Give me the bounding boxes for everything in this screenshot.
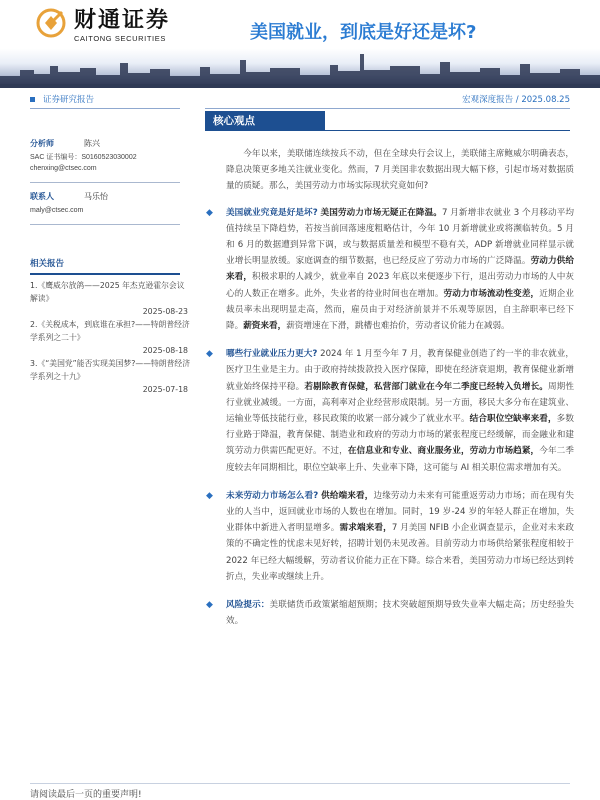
- related-report-item[interactable]: [30, 357, 192, 396]
- key-point-lead: 供给端来看，: [321, 490, 374, 501]
- analyst-label: 分析师: [30, 139, 54, 148]
- related-report-text: 3.《“美国党”能否实现美国梦?——特朗普经济学系列之十九》: [30, 359, 190, 381]
- section-title: 核心观点: [205, 111, 325, 131]
- related-report-item[interactable]: [30, 318, 192, 357]
- key-point-text: 2024 年 1 月至今年 7 月，教育保健业创造了约一半的非农就业，医疗卫生业是主力。由于政府持续拨款投入医疗保障，即使在经济衰退期，教育保健业新增就业始终保持平稳。: [226, 349, 574, 392]
- logo-english-name: CAITONG SECURITIES: [74, 34, 166, 43]
- key-point-lead: 美国劳动力市场无疑正在降温。: [320, 207, 442, 218]
- key-point-heading: 风险提示：: [226, 600, 270, 611]
- key-point-text: 积极求职的人减少，就业率自 2023 年底以来便逐步下行，退出劳动力市场的人中灰心的人数正在增多。此外，失业者的待业时间也在增加。: [226, 272, 574, 299]
- key-point-text: 今年二季度较去年同期相比，职位空缺率上升、失业率下降，这可能与 AI 相关职位需求增加有关。: [226, 446, 574, 473]
- related-report-text: 1.《鹰威尔放鸽——2025 年杰克逊霍尔会议解读》: [30, 281, 185, 303]
- core-views-body: [206, 146, 574, 641]
- right-divider: [205, 108, 570, 109]
- key-point-industries: [206, 346, 574, 476]
- key-point-emphasis: 在信息业和专业、商业服务业，劳动力市场趋紧，: [347, 446, 540, 457]
- report-meta: 宏观深度报告 / 2025.08.25: [462, 95, 570, 105]
- key-point-employment: [206, 205, 574, 335]
- logo-chinese-name: 财通证券: [74, 8, 171, 33]
- analyst-cert: SAC 证书编号：S0160523030002: [30, 154, 137, 161]
- company-logo: [36, 8, 186, 44]
- contact-name: 马乐怡: [84, 192, 108, 201]
- logo-mark-icon: [36, 8, 70, 38]
- analyst-email[interactable]: chenxing@ctsec.com: [30, 165, 97, 172]
- key-point-emphasis: 劳动力市场流动性变差，: [443, 288, 540, 299]
- key-point-text: 多数行业路于降温，教育保健、制造业和政府的劳动力市场的紧张程度已经缓解，而金融业和建筑劳动力供需匹配更好。不过，: [226, 414, 574, 457]
- intro-paragraph: 今年以来，美联储连续按兵不动，但在全球央行会议上，美联储主席鲍威尔明确表态，降息决策更多地关注就业变化。然而，7 月美国非农数据出现大幅下修，引起市场对数据质量的质疑。那么，美国劳动力市场实际现状究竟如何?: [226, 149, 574, 192]
- related-report-date: 2025-08-23: [142, 307, 188, 316]
- key-point-text: 薪资增速在下滑，跳槽也难抬价，劳动者议价能力在减弱。: [286, 321, 510, 332]
- square-bullet-icon: [30, 97, 35, 102]
- related-report-text: 2.《关税成本，到底谁在承担?——特朗普经济学系列之二十》: [30, 320, 190, 342]
- diamond-bullet-icon: ◆: [206, 490, 213, 501]
- contact-label: 联系人: [30, 192, 54, 201]
- report-type-text: 证券研究报告: [43, 95, 95, 105]
- diamond-bullet-icon: ◆: [206, 207, 213, 218]
- key-point-heading: 哪些行业就业压力更大?: [226, 349, 318, 360]
- sidebar-divider: [30, 182, 180, 183]
- related-reports-rule: [30, 273, 180, 275]
- related-report-item[interactable]: [30, 279, 192, 318]
- key-point-emphasis: 结合职位空缺率来看，: [469, 414, 557, 425]
- document-title: 美国就业，到底是好还是坏?: [250, 22, 477, 43]
- analyst-row: [30, 138, 190, 152]
- report-type-label: [30, 93, 94, 105]
- header-banner: [0, 0, 600, 88]
- header-divider-bar: [0, 84, 600, 88]
- related-report-date: 2025-08-18: [142, 346, 188, 355]
- key-point-text: 周期性行业就业减缓。一方面，高利率对企业经营形成限制。另一方面，移民大多分布在建筑业、运输业等低技能行业，移民政策的收紧一部分减少了就业水平。: [226, 381, 574, 425]
- diamond-bullet-icon: ◆: [206, 349, 213, 360]
- key-point-text: 边缘劳动力未来有可能重返劳动力市场；而在现有失业的人当中，返回就业市场的人数也在增加。同时，19 岁-24 岁的年轻人群正在增加，失业群体中新进入者明显增多。: [226, 490, 574, 534]
- subheader: [30, 93, 570, 107]
- key-point-emphasis: 需求端来看，: [339, 523, 392, 534]
- diamond-bullet-icon: ◆: [206, 600, 213, 611]
- contact-row: [30, 191, 190, 205]
- key-point-text: 近期企业裁员率未出现明显走高，然而，雇员由于对经济前景并不乐观等原因，自主辞职率已经下降。: [226, 288, 574, 332]
- related-reports-title: 相关报告: [30, 259, 65, 269]
- key-point-heading: 美国就业究竟是好是坏?: [226, 207, 318, 218]
- key-point-emphasis: 薪资来看，: [243, 321, 287, 332]
- contact-email[interactable]: maly@ctsec.com: [30, 207, 84, 214]
- key-point-outlook: [206, 488, 574, 585]
- left-divider: [30, 108, 180, 109]
- city-skyline-image: [0, 48, 600, 88]
- sidebar-divider: [30, 224, 180, 225]
- key-point-emphasis: 劳动力供给来看，: [226, 256, 574, 283]
- key-point-risks: [206, 597, 574, 629]
- key-point-heading: 未来劳动力市场怎么看?: [226, 490, 319, 501]
- analyst-name: 陈兴: [84, 139, 100, 148]
- key-point-emphasis: 若剔除教育保健，私营部门就业在今年二季度已经转入负增长。: [304, 381, 548, 392]
- sidebar: [30, 138, 190, 396]
- section-underline: [205, 130, 570, 131]
- related-report-date: 2025-07-18: [142, 385, 188, 394]
- footer-disclaimer-note: 请阅读最后一页的重要声明!: [30, 790, 142, 800]
- key-point-text: 7 月美国 NFIB 小企业调查显示，企业对未来政策的不确定性的忧虑未见好转，招聘计划仍未见改善。目前劳动力市场供给紧张程度相较于 2022 年已经大幅缓解，劳动者议价能力正在下降。综合来看，美国劳动力市场已经达到转折点，失业率或继续上升。: [226, 523, 574, 582]
- key-point-text: 美联储货币政策紧缩超预期；技术突破超预期导致失业率大幅走高；历史经验失效。: [226, 600, 574, 627]
- key-point-text: 7 月新增非农就业 3 个月移动平均值持续呈下降趋势，若按当前回落速度粗略估计，今年 10 月新增就业或将濒临转负。5 月和 6 月的数据遭到异常下调，或与数据质量差和模型不稳有关，ADP 新增就业同样显示就业增长明显放缓。家庭调查的细节数据，也已经反应了劳动力市场的广泛降温。: [226, 207, 574, 267]
- footer-divider: [30, 783, 570, 784]
